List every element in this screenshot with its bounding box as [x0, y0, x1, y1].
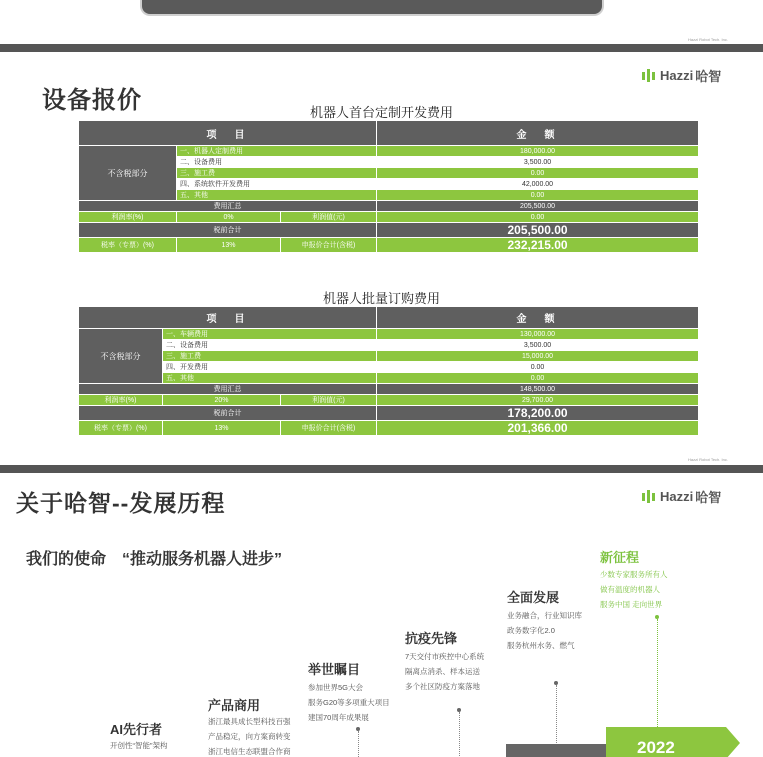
- profit-value-label: 利润值(元): [281, 395, 377, 406]
- table-row-value: 130,000.00: [377, 329, 699, 340]
- milestone-world-line: 服务G20等多项重大项目: [308, 698, 390, 707]
- subtotal-value: 205,500.00: [377, 201, 699, 212]
- milestone-product-line: 浙江电信生态联盟合作商: [208, 747, 291, 756]
- tax-rate-label: 税率（专票）(%): [79, 238, 177, 253]
- milestone-world-connector: [358, 731, 359, 757]
- table-row-label: 四、开发费用: [163, 362, 377, 373]
- table-row-label: 一、车辆费用: [163, 329, 377, 340]
- declared-value: 232,215.00: [377, 238, 699, 253]
- table-row-value: 0.00: [377, 190, 699, 201]
- profit-value: 0.00: [377, 212, 699, 223]
- milestone-product-title: 产品商用: [208, 698, 261, 713]
- hazzi-logo: [642, 487, 721, 506]
- declared-label: 申报价合计(含税): [281, 421, 377, 436]
- profit-value: 29,700.00: [377, 395, 699, 406]
- table-row-label: 三、施工费: [177, 168, 377, 179]
- tax-rate-value: 13%: [177, 238, 281, 253]
- profit-value-label: 利润值(元): [281, 212, 377, 223]
- milestone-full-connector: [556, 685, 557, 745]
- quotation-slide: [0, 52, 763, 465]
- milestone-covid-line: 隔离点消杀、样本运送: [405, 667, 480, 676]
- table1-title: 机器人首台定制开发费用: [309, 105, 453, 120]
- milestone-product-line: 浙江最具成长型科技百强: [208, 717, 291, 726]
- table-row-value: 3,500.00: [377, 340, 699, 351]
- table2-head-item: 项 目: [79, 307, 377, 329]
- table1-group-label: 不含税部分: [79, 146, 177, 201]
- tax-rate-value: 13%: [163, 421, 281, 436]
- page-title: 关于哈智--发展历程: [16, 490, 226, 516]
- profit-rate-value: 0%: [177, 212, 281, 223]
- pretax-value: 205,500.00: [377, 223, 699, 238]
- slide-divider: [0, 465, 763, 473]
- previous-slide-box: [140, 0, 604, 16]
- declared-value: 201,366.00: [377, 421, 699, 436]
- table2-title: 机器人批量订购费用: [322, 291, 440, 306]
- profit-rate-label: 利润率(%): [79, 212, 177, 223]
- milestone-new-title: 新征程: [600, 550, 640, 565]
- table2-head-amount: 金 额: [377, 307, 699, 329]
- table-row-value: 0.00: [377, 373, 699, 384]
- milestone-full-line: 政务数字化2.0: [507, 626, 555, 635]
- table-row-label: 五、其他: [163, 373, 377, 384]
- slide-divider: [0, 44, 763, 52]
- table2: [78, 306, 699, 436]
- milestone-covid-line: 7天交付市疾控中心系统: [405, 652, 485, 661]
- logo-cn: 哈智: [695, 490, 722, 505]
- hazzi-logo: [642, 66, 721, 85]
- profit-rate-value: 20%: [163, 395, 281, 406]
- timeline-bar: [506, 744, 606, 757]
- page-title: 设备报价: [42, 87, 142, 114]
- subtotal-label: 费用汇总: [79, 384, 377, 395]
- milestone-ai-title: AI先行者: [110, 722, 163, 737]
- milestone-world-line: 参加世界5G大会: [308, 683, 364, 692]
- table-row-label: 二、设备费用: [163, 340, 377, 351]
- milestone-new-line: 服务中国 走向世界: [600, 600, 663, 609]
- table-row-value: 15,000.00: [377, 351, 699, 362]
- logo-name: Hazzi: [660, 68, 694, 83]
- milestone-covid-title: 抗疫先锋: [405, 631, 458, 646]
- tax-rate-label: 税率（专票）(%): [79, 421, 163, 436]
- subtotal-value: 148,500.00: [377, 384, 699, 395]
- pretax-label: 税前合计: [79, 223, 377, 238]
- table2-group-label: 不含税部分: [79, 329, 163, 384]
- milestone-full-title: 全面发展: [507, 590, 560, 605]
- table-row-value: 0.00: [377, 362, 699, 373]
- milestone-new-line: 少数专家服务所有人: [600, 570, 668, 579]
- milestone-full-line: 服务杭州水务、燃气: [507, 641, 575, 650]
- table-row-value: 180,000.00: [377, 146, 699, 157]
- pretax-label: 税前合计: [79, 406, 377, 421]
- milestone-world-line: 建国70周年成果展: [308, 713, 369, 722]
- profit-rate-label: 利润率(%): [79, 395, 163, 406]
- milestone-covid-line: 多个社区防疫方案落地: [405, 682, 480, 691]
- table1-head-amount: 金 额: [377, 121, 699, 146]
- mission-statement: 我们的使命 “推动服务机器人进步”: [26, 551, 283, 568]
- table-row-label: 三、施工费: [163, 351, 377, 362]
- table-row-label: 五、其他: [177, 190, 377, 201]
- milestone-new-line: 做有温度的机器人: [600, 585, 660, 594]
- milestone-world-title: 举世瞩目: [308, 662, 361, 677]
- table-row-value: 42,000.00: [377, 179, 699, 190]
- milestone-ai-line: 开创性“智能”架构: [110, 741, 168, 750]
- logo-icon: [642, 69, 655, 82]
- subtotal-label: 费用汇总: [79, 201, 377, 212]
- timeline-year: 2022: [637, 738, 675, 757]
- history-slide: [0, 473, 763, 757]
- slide-credit: Hazzi Robot Tech. Inc.: [688, 457, 728, 462]
- table-row-label: 一、机器人定制费用: [177, 146, 377, 157]
- table-row-label: 四、系统软件开发费用: [177, 179, 377, 190]
- previous-slide-fragment: [0, 0, 763, 44]
- table1-head-item: 项 目: [79, 121, 377, 146]
- milestone-covid-connector: [459, 712, 460, 757]
- timeline-arrow-icon: [726, 727, 740, 757]
- slide-credit: Hazzi Robot Tech. Inc.: [688, 37, 728, 42]
- declared-label: 申报价合计(含税): [281, 238, 377, 253]
- table-row-label: 二、设备费用: [177, 157, 377, 168]
- table-row-value: 3,500.00: [377, 157, 699, 168]
- milestone-product-line: 产品稳定，向方案商转变: [208, 732, 291, 741]
- table-row-value: 0.00: [377, 168, 699, 179]
- table1: [78, 120, 699, 253]
- logo-icon: [642, 490, 655, 503]
- pretax-value: 178,200.00: [377, 406, 699, 421]
- logo-name: Hazzi: [660, 489, 694, 504]
- milestone-full-line: 业务融合，行业知识库: [507, 611, 582, 620]
- logo-cn: 哈智: [695, 69, 722, 84]
- milestone-new-connector: [657, 619, 658, 727]
